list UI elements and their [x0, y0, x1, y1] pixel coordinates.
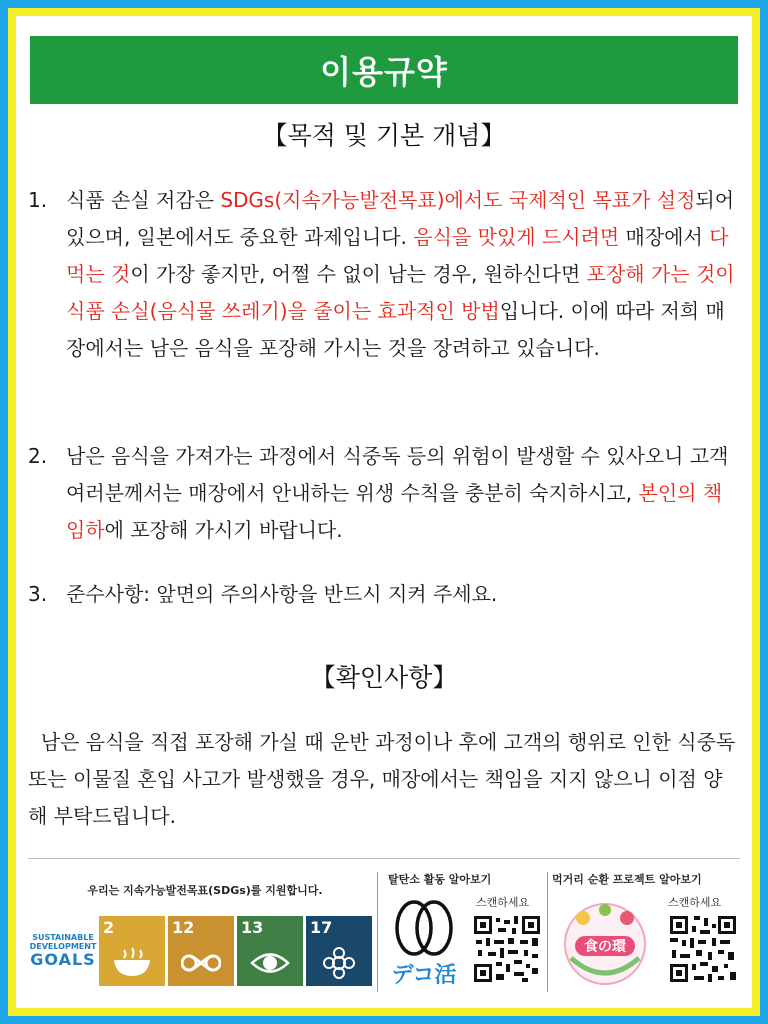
sdg-goal-12-tile: 12	[168, 916, 234, 986]
item-text: 식품 손실 저감은 SDGs(지속가능발전목표)에서도 국제적인 목표가 설정되어 있으며, 일본에서도 중요한 과제입니다. 음식을 맛있게 드시려면 매장에서 다 먹는 것이 가장 좋지만, 어쩔 수 없이 남는 경우, 원하신다면 포장해 가는 것이 식품 손실(음식물 쓰레기)을 줄이는 효과적인 방법입니다. 이에 따라 저희 매장에서는 남은 음식을 포장해 가시는 것을 장려하고 있습니다.	[66, 188, 735, 360]
footer-separator	[547, 872, 548, 992]
list-item-1	[28, 182, 740, 367]
food-cycle-scan-label: 스캔하세요	[668, 896, 722, 909]
decarbon-title: 탈탄소 활동 알아보기	[388, 873, 492, 886]
sdg-logo: SUSTAINABLE DEVELOPMENT GOALS	[29, 933, 97, 969]
bowl-icon	[112, 946, 152, 980]
decarbon-qr-code[interactable]	[472, 914, 542, 984]
section-heading-confirmation: 【확인사항】	[310, 663, 458, 692]
item-text: 준수사항: 앞면의 주의사항을 반드시 지켜 주세요.	[66, 582, 498, 606]
item-number: 2.	[28, 444, 48, 468]
item-number: 1.	[28, 188, 48, 212]
sdg-goal-17-tile: 17	[306, 916, 372, 986]
decarbon-scan-label: 스캔하세요	[476, 896, 530, 909]
section-heading-purpose: 【목적 및 기본 개념】	[262, 121, 506, 150]
infinity-icon	[181, 946, 221, 980]
shoku-no-wa-logo	[561, 898, 649, 992]
partnership-flower-icon	[319, 946, 359, 980]
list-item-3	[28, 576, 740, 613]
eye-globe-icon	[250, 946, 290, 980]
svg-text:食の環: 食の環	[584, 939, 626, 955]
sdg-goal-2-tile: 2	[99, 916, 165, 986]
footer-divider	[28, 858, 740, 859]
page-title: 이용규약	[30, 36, 738, 104]
food-cycle-title: 먹거리 순환 프로젝트 알아보기	[552, 873, 702, 886]
food-cycle-qr-code[interactable]	[668, 914, 738, 984]
item-number: 3.	[28, 582, 48, 606]
list-item-2	[28, 438, 740, 549]
deco-katsu-label: デコ活	[391, 963, 457, 988]
item-text: 남은 음식을 가져가는 과정에서 식중독 등의 위험이 발생할 수 있사오니 고객 여러분께서는 매장에서 안내하는 위생 수칙을 충분히 숙지하시고, 본인의 책임하에 포장해 가시기 바랍니다.	[66, 444, 729, 542]
footer-separator	[377, 872, 378, 992]
sdg-goal-13-tile: 13	[237, 916, 303, 986]
sdg-logo-row	[30, 916, 372, 986]
confirmation-text: 남은 음식을 직접 포장해 가실 때 운반 과정이나 후에 고객의 행위로 인한 식중독 또는 이물질 혼입 사고가 발생했을 경우, 매장에서는 책임을 지지 않으니 이점 양해 부탁드립니다.	[28, 730, 736, 828]
terms-sheet	[16, 16, 752, 1008]
sdg-support-title: 우리는 지속가능발전목표(SDGs)를 지원합니다.	[87, 884, 323, 897]
